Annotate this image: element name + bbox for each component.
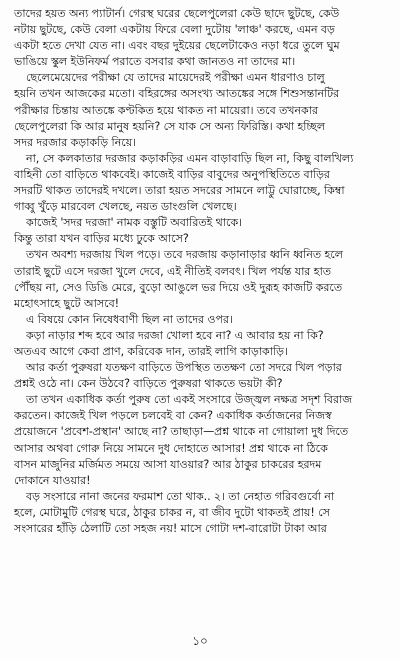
text-line: কাজেই 'সদর দরজা' নামক বস্তুটি অবারিতই থাকে। <box>26 216 243 230</box>
body-text <box>14 6 388 537</box>
text-line: সদর দরজার কড়াকড়ি নিয়ে। <box>14 135 137 149</box>
text-line: এ বিষয়ে কোন নিষেধবাণী ছিল না তাদের ওপর। <box>26 312 233 326</box>
text-line: সংসারের হাঁড়ি ঠেলাটি তো সহজ নয়! মাসে গোটা দশ-বারোটা টাকা আর <box>14 522 327 535</box>
text-line: ভাঙিয়ে স্কুল ইউনিফর্ম পরাতে বসবার কথা জানতও না তাদের মা। <box>14 55 296 69</box>
text-line: হয়নি তখন আজকের মতো। বহিরঙ্গের অসংখ্য আতঙ্কের সঙ্গে শিশুসন্তানটির <box>14 87 340 101</box>
page-number: ১০ <box>192 634 208 648</box>
text-line: নটায় ছুটছে, কেউ বেলা একটায় ফিরে বেলা দুটোয় 'লাঞ্চ' করছে, এমন বড় <box>14 23 335 37</box>
text-line: বাহিনী তো বাড়িতে থাকবেই। কাজেই বাড়ির বাবুদের অনুপস্থিতিতে বাড়ির <box>14 167 330 181</box>
text-line: সদরটি থাকত তাদেরই দখলে। তারা হয়ত সদরের সামনে লাট্টু ঘোরাচ্ছে, কিম্বা <box>14 184 345 198</box>
text-line: দোকানে যাওয়ার! <box>14 473 91 487</box>
text-line: বাসন মাজুনির মর্জিমত সময়ে আসা যাওয়ার? আর ঠাকুর চাকরের হরদম <box>14 457 322 471</box>
text-line: করতেন। কাজেই খিল পড়লে চলবেই বা কেন? একাধিক কর্তাজনের নিজস্ব <box>14 409 332 423</box>
text-line: ছেলেমেয়েদের পরীক্ষা যে তাদের মায়েদেরই পরীক্ষা এমন ধারণাও চালু <box>26 71 325 85</box>
text-line: প্রশ্নই ওঠে না। কেন উঠবে? বাড়িতে পুরুষরা থাকতে ভয়টা কী? <box>14 377 283 391</box>
text-line: প্রয়োজনে 'প্রবেশ-প্রস্থান' আছে না? তাছাড়া—প্রশ্ন থাকে না গোয়ালা দুধ দিতে <box>14 425 349 439</box>
text-line: বড় সংসারে নানা জনের ফরমাশ তো থাক.. ২। তা নেহাত গরিবগুর্বো না <box>26 489 335 503</box>
text-line: তা তখন একাধিক কর্তা পুরুষ তো একই সংসারে উজ্জ্বল নক্ষত্র সদৃশ বিরাজ <box>26 393 353 407</box>
text-line: আর কর্তা পুরুষরা যতক্ষণ বাড়িতে উপস্থিত ততক্ষণ তো সদরে খিল পড়ার <box>26 361 342 375</box>
text-line: তাদের হয়ত অন্য প্যাটার্ন। গেরস্থ ঘরের ছেলেপুলেরা কেউ ছাদে ছুটছে, কেউ <box>14 7 340 20</box>
text-line: পরীক্ষার চিন্তায় আতঙ্কে কণ্টকিত হয়ে থাকত না মায়েরা। তবে তখনকার <box>14 103 318 117</box>
text-line: হলে, মোটামুটি গেরস্থ ঘরে, ঠাকুর চাকর ন, বা জীব দুটো থাকতই প্রায়! সে <box>14 505 330 519</box>
text-line: না, সে কলকাতার দরজার কড়াকড়ির এমন বাড়াবাড়ি ছিল না, কিছু বালখিল্য <box>26 151 354 165</box>
text-line: ছেলেপুলেরা কি আর মানুষ হয়নি? সে যাক সে অন্য ফিরিস্তি। কথা হচ্ছিল <box>14 119 326 133</box>
text-line: কিন্তু তারা যখন বাড়ির মধ্যে ঢুকে আসে? <box>14 232 189 246</box>
text-line: আসার অথবা গোরু নিয়ে সামনে দুধ দোহাতে আসার! প্রশ্ন থাকে না ঠিকে <box>14 441 328 455</box>
text-line: পৌঁছয় না, সেও ডিঙি মেরে, বুড়ো আঙুলে ভর দিয়ে ওই দুরূহ কাজটি করতে <box>14 280 343 294</box>
text-line: তখন অবশ্য দরজায় খিল পড়ে। তবে দরজায় কড়ানাড়ার ধ্বনি ধ্বনিত হলে <box>26 248 343 262</box>
text-line: কড়া নাড়ার শব্দ হবে আর দরজা খোলা হবে না? এ আবার হয় না কি? <box>26 328 324 342</box>
text-line: গাব্বু খুঁড়ে মারবেল খেলছে, নয়ত ডাংগুলি খেলছে। <box>14 200 237 214</box>
text-line: মহোৎসাহে ছুটে আসবে! <box>14 296 119 310</box>
text-line: তারাই ছুটে এসে দরজা খুলে দেবে, এই নীতিই বলবৎ। খিল পর্যন্ত যার হাত <box>14 264 331 278</box>
text-line: একটা হতে দেখা যেত না। এবং বছর দুইয়ের ছেলেটাকেও নড়া ধরে তুলে ঘুম <box>14 39 340 53</box>
text-line: অতএব আগে কেবা প্রাণ, করিবেক দান, তারই লাগি কাড়াকাড়ি। <box>14 344 288 358</box>
